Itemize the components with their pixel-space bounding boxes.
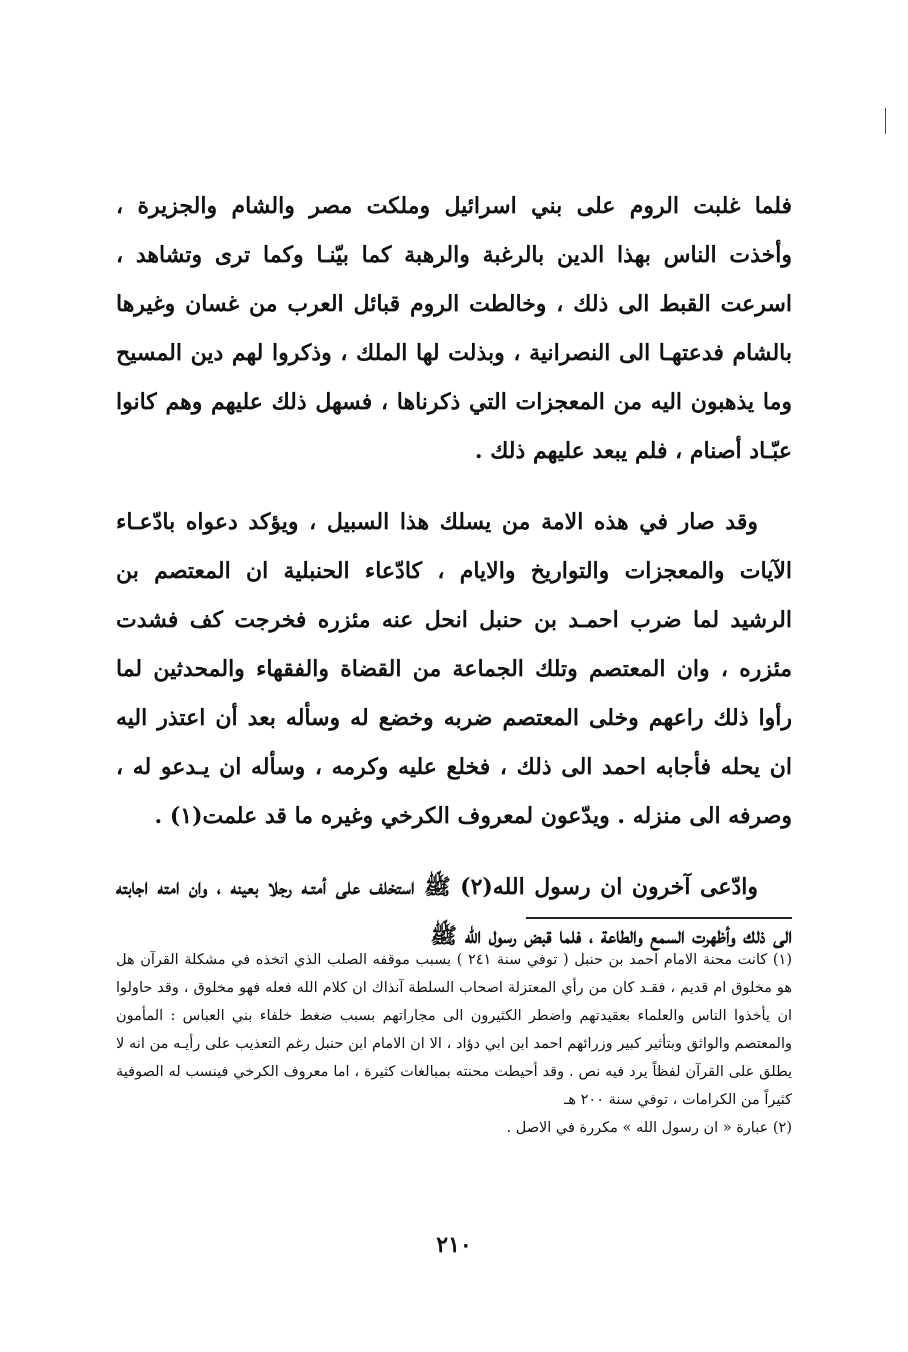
paragraph-1: فلما غلبت الروم على بني اسرائيل وملكت مصر والشام والجزيرة ، وأخذت الناس بهذا الدين بالرغبة والرهبة كما بيّنـا وكما ترى وتشاهد ، اسرعت القبط الى ذلك ، وخالطت الروم قبائل العرب من غسان وغيرها بالشام فدعتهـا الى النصرانية ، وبذلت لها الملك ، وذكروا لهم دين المسيح وما يذهبون اليه من المعجزات التي ذكرناها ، فسهل ذلك عليهم وهم كانوا عبّـاد أصنام ، فلم يبعد عليهم ذلك . <box>116 193 793 464</box>
footnote-1: (١) كانت محنة الامام احمد بن حنبل ( توفي سنة ٢٤١ ) بسبب موقفه الصلب الذي اتخذه في مشكلة القرآن هل هو مخلوق ام قديم ، فقـد كان من رأي المعتزلة اصحاب السلطة آنذاك ان كلام الله فعله فهو مخلوق ، وقد حاولوا ان يأخذوا الناس والعلماء بعقيدتهم واضطر الكثيرون الى مجاراتهم بسبب ضغط خلفاء بني العباس : المأمون والمعتصم والواثق وبتأثير كبير وزرائهم احمد ابن ابي دؤاد ، الا ان الامام ابن حنبل رغم التعذيب على رأيـه من انه لا يطلق على القرآن لفظاً يرد فيه نص . وقد أحيطت محنته بمبالغات كثيرة ، اما معروف الكرخي فينسب له الصوفية كثيراً من الكرامات ، توفي سنة ٢٠٠ هـ <box>116 952 792 1108</box>
margin-mark <box>885 108 886 134</box>
paragraph-2: وقد صار في هذه الامة من يسلك هذا السبيل ، ويؤكد دعواه بادّعـاء الآيات والمعجزات والتواريخ والايام ، كادّعاء الحنبلية ان المعتصم بن الرشيد لما ضرب احمـد بن حنبل انحل عنه مئزره فخرجت كف فشدت مئزره ، وان المعتصم وتلك الجماعة من القضاة والفقهاء والمحدثين لما رأوا ذلك راعهم وخلى المعتصم ضربه وخضع له وسأله بعد أن اعتذر اليه ان يحله فأجابه احمد الى ذلك ، فخلع عليه وكرمه ، وسأله ان يـدعو له ، وصرفه الى منزله . ويدّعون لمعروف الكرخي وغيره ما قد علمت(١) . <box>116 509 792 829</box>
page-number: ٢١٠ <box>436 1232 472 1258</box>
footnote-2: (٢) عبارة « ان رسول الله » مكررة في الاصل . <box>506 1120 792 1136</box>
paragraph-3: وادّعى آخرون ان رسول الله(٢) ﷺ استخلف على أمتـه رجلا بعينه ، وان امته اجابته الى ذلك وأظهرت السمع والطاعة ، فلما قبض رسول الله ﷺ <box>116 874 792 949</box>
main-text <box>116 182 792 983</box>
footnotes <box>116 946 792 1142</box>
footnote-separator <box>526 917 792 919</box>
